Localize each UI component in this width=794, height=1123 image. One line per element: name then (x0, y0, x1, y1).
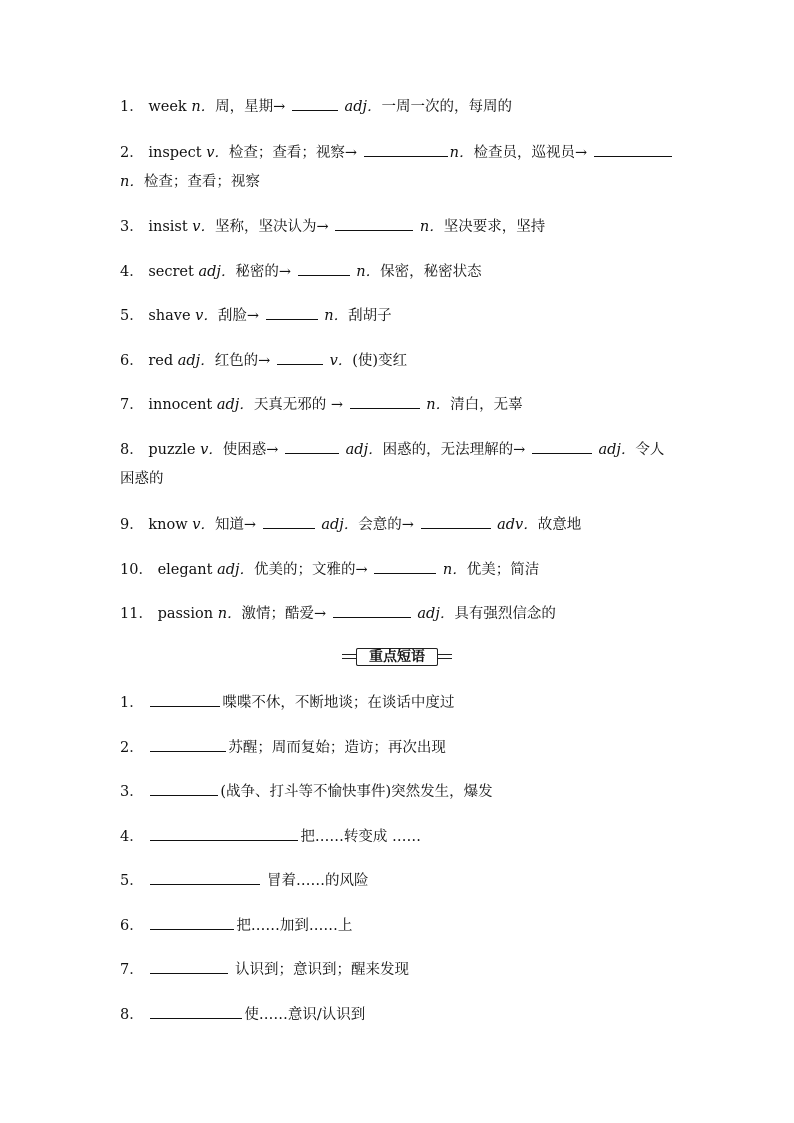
vocab-item-10: 10． elegant adj．优美的；文雅的→ n．优美；简洁 (120, 559, 539, 580)
answer-blank[interactable] (150, 692, 220, 707)
heading-rule-left (342, 654, 356, 659)
answer-blank[interactable] (350, 394, 420, 409)
answer-blank[interactable] (532, 439, 592, 454)
phrase-item-6: 6． 把……加到……上 (120, 915, 352, 936)
vocab-item-1: 1． week n．周，星期→ adj．一周一次的，每周的 (120, 96, 512, 117)
answer-blank[interactable] (335, 216, 413, 231)
answer-blank[interactable] (150, 870, 260, 885)
vocab-item-9: 9． know v．知道→ adj．会意的→ adv．故意地 (120, 514, 581, 535)
vocab-item-5: 5． shave v．刮脸→ n．刮胡子 (120, 305, 392, 326)
vocab-item-4: 4． secret adj．秘密的→ n．保密，秘密状态 (120, 261, 482, 282)
answer-blank[interactable] (266, 305, 318, 320)
vocab-item-2: 2． inspect v．检查；查看；视察→ n．检查员，巡视员→ (120, 142, 674, 163)
vocab-item-8-continuation: 困惑的 (120, 471, 164, 487)
answer-blank[interactable] (421, 514, 491, 529)
phrase-item-4: 4． 把……转变成 …… (120, 826, 421, 847)
section-heading-label: 重点短语 (356, 648, 438, 666)
answer-blank[interactable] (150, 1004, 242, 1019)
answer-blank[interactable] (150, 959, 228, 974)
vocab-item-7: 7． innocent adj．天真无邪的 → n．清白，无辜 (120, 394, 523, 415)
phrase-item-1: 1． 喋喋不休，不断地谈；在谈话中度过 (120, 692, 454, 713)
vocab-item-3: 3． insist v．坚称，坚决认为→ n．坚决要求，坚持 (120, 216, 545, 237)
answer-blank[interactable] (298, 261, 350, 276)
phrase-item-8: 8． 使……意识/认识到 (120, 1004, 365, 1025)
answer-blank[interactable] (285, 439, 339, 454)
answer-blank[interactable] (150, 826, 298, 841)
answer-blank[interactable] (364, 142, 448, 157)
answer-blank[interactable] (594, 142, 672, 157)
vocab-item-2-continuation: n．检查；查看；视察 (120, 174, 260, 190)
vocab-item-6: 6． red adj．红色的→ v．(使)变红 (120, 350, 407, 371)
vocab-item-11: 11． passion n．激情；酷爱→ adj．具有强烈信念的 (120, 603, 556, 624)
answer-blank[interactable] (150, 737, 226, 752)
answer-blank[interactable] (333, 603, 411, 618)
phrase-item-2: 2． 苏醒；周而复始；造访；再次出现 (120, 737, 446, 758)
answer-blank[interactable] (150, 781, 218, 796)
answer-blank[interactable] (292, 96, 338, 111)
section-heading (342, 648, 452, 668)
answer-blank[interactable] (263, 514, 315, 529)
answer-blank[interactable] (150, 915, 234, 930)
heading-rule-right (438, 654, 452, 659)
phrase-item-7: 7． 认识到；意识到；醒来发现 (120, 959, 409, 980)
answer-blank[interactable] (374, 559, 436, 574)
phrase-item-5: 5． 冒着……的风险 (120, 870, 368, 891)
phrase-item-3: 3． (战争、打斗等不愉快事件)突然发生，爆发 (120, 781, 493, 802)
vocab-item-8: 8． puzzle v．使困惑→ adj．困惑的，无法理解的→ adj．令人 (120, 439, 664, 460)
answer-blank[interactable] (277, 350, 323, 365)
